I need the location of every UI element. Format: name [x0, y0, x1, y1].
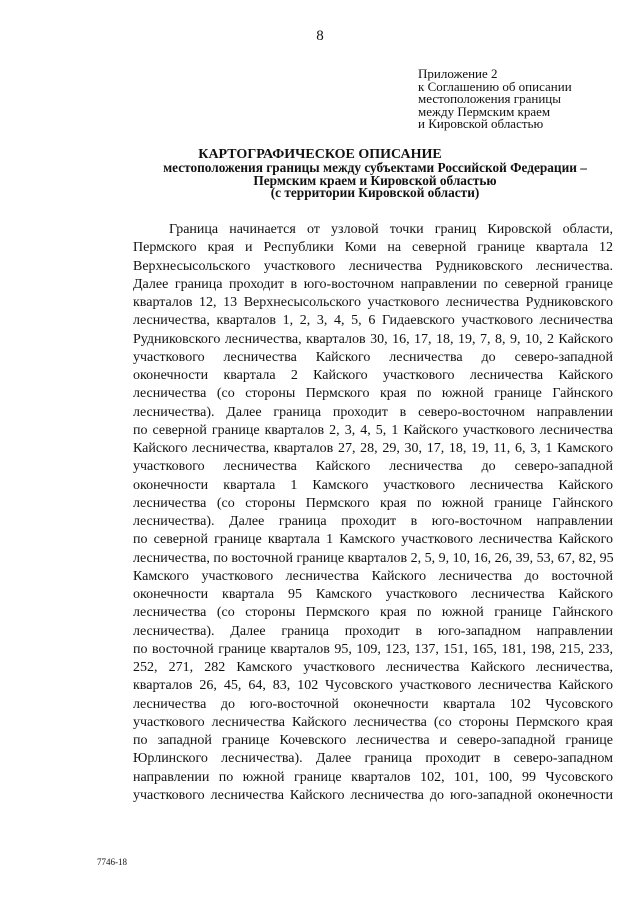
body-line: Граница начинается от узловой точки границ Кировской области,	[169, 222, 613, 237]
body-line: оконечности квартала 95 Камского участкового лесничества Кайского	[133, 587, 613, 602]
body-line: Кайского лесничества, кварталов 27, 28, 29, 30, 17, 18, 19, 11, 6, 3, 1 Камского	[133, 441, 613, 456]
body-line: по северной границе кварталов 2, 3, 4, 5, 1 Кайского участкового лесничества	[133, 422, 613, 438]
body-line: направлении по южной границе кварталов 102, 101, 100, 99 Чусовского	[133, 769, 613, 785]
body-line: Рудниковского лесничества, кварталов 30, 16, 17, 18, 19, 7, 8, 9, 10, 2 Кайского	[133, 331, 613, 347]
body-line: лесничества). Далее граница проходит в юго-западном направлении	[133, 623, 613, 639]
footer-code: 7746-18	[97, 857, 127, 867]
body-line: лесничества, кварталов 1, 2, 3, 4, 5, 6 Гидаевского участкового лесничества	[133, 313, 613, 329]
body-line: оконечности квартала 2 Кайского участкового лесничества Кайского	[133, 368, 613, 383]
document-subtitle: местоположения границы между субъектами Российской Федерации – Пермским краем и Кировской областью (с территории Кировской области)	[163, 160, 587, 200]
body-line: лесничества до юго-восточной оконечности квартала 102 Чусовского	[133, 696, 613, 712]
body-line: лесничества (со стороны Пермского края по южной границе Гайнского	[133, 605, 613, 621]
body-line: Пермского края и Республики Коми на северной границе квартала 12	[133, 240, 613, 256]
body-line: участкового лесничества Кайского лесничества до северо-западной	[133, 459, 613, 475]
body-line: по западной границе Кочевского лесничества и северо-западной границе	[133, 733, 613, 748]
body-line: 252, 271, 282 Камского участкового лесничества Кайского лесничества,	[133, 660, 613, 675]
body-text	[133, 221, 613, 805]
body-line: лесничества). Далее граница проходит в юго-восточном направлении	[133, 514, 613, 529]
body-line: лесничества (со стороны Пермского края по южной границе Гайнского	[133, 495, 613, 511]
body-line: кварталов 12, 13 Верхнесысольского участкового лесничества Рудниковского	[133, 295, 613, 310]
appendix-note: Приложение 2 к Соглашению об описании местоположения границы между Пермским краем и Кировской областью	[418, 66, 572, 131]
body-line: Далее граница проходит в юго-восточном направлении по северной границе	[133, 276, 613, 292]
body-line: участкового лесничества Кайского лесничества (со стороны Пермского края	[133, 714, 613, 730]
page-number: 8	[316, 28, 324, 44]
body-line: лесничества). Далее граница проходит в северо-восточном направлении	[133, 404, 613, 420]
body-line: участкового лесничества Кайского лесничества до юго-западной оконечности	[133, 787, 613, 803]
body-line: кварталов 26, 45, 64, 83, 102 Чусовского участкового лесничества Кайского	[133, 678, 613, 694]
body-line: Верхнесысольского участкового лесничества Рудниковского лесничества.	[133, 258, 613, 274]
body-line: лесничества, по восточной границе кварталов 2, 5, 9, 10, 16, 26, 39, 53, 67, 82, 95	[133, 550, 614, 566]
body-line: оконечности квартала 1 Камского участкового лесничества Кайского	[133, 477, 613, 493]
body-line: участкового лесничества Кайского лесничества до северо-западной	[133, 349, 613, 365]
body-line: по восточной границе кварталов 95, 109, 123, 137, 151, 165, 181, 198, 215, 233,	[133, 641, 613, 657]
body-line: по северной границе квартала 1 Камского участкового лесничества Кайского	[133, 532, 613, 548]
document-title: КАРТОГРАФИЧЕСКОЕ ОПИСАНИЕ	[198, 147, 442, 162]
body-line: Камского участкового лесничества Кайского лесничества до восточной	[133, 568, 613, 584]
body-line: Юрлинского лесничества). Далее граница проходит в северо-западном	[133, 751, 613, 767]
body-line: лесничества (со стороны Пермского края по южной границе Гайнского	[133, 386, 613, 402]
